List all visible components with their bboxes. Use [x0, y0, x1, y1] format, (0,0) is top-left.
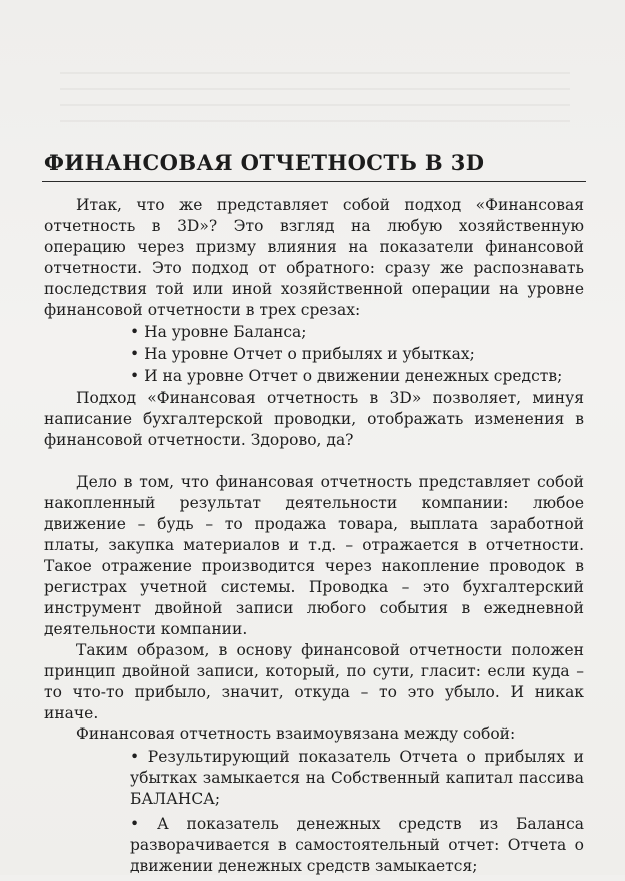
paragraph-interlinked: Финансовая отчетность взаимоувязана между собой: — [76, 725, 516, 743]
paragraph-accumulated-result: Дело в том, что финансовая отчетность представляет собой накопленный результат деятельности компании: любое движение – будь – то продажа товара, выплата заработной платы, закупка материалов и т.д. – отражается в отчетности. Такое отражение производится через накопление проводок в регистрах учетной системы. Проводка – это бухгалтерский инструмент двойной записи любого события в ежедневной деятельности компании. — [44, 473, 584, 638]
list-item-text: А показатель денежных средств из Баланса разворачивается в самостоятельный отчет: Отчета о движении денежных средств замыкается; — [130, 815, 584, 875]
links-list — [44, 747, 584, 877]
list-item — [130, 747, 584, 810]
title-underline — [42, 181, 586, 182]
list-item: • На уровне Баланса; — [130, 322, 584, 343]
list-item: • На уровне Отчет о прибылях и убытках; — [130, 344, 584, 365]
levels-list — [44, 322, 584, 387]
section-title: ФИНАНСОВАЯ ОТЧЕТНОСТЬ В 3D — [44, 150, 485, 175]
paragraph-intro: Итак, что же представляет собой подход «Финансовая отчетность в 3D»? Это взгляд на любую хозяйственную операцию через призму влияния на показатели финансовой отчетности. Это подход от обратного: сразу же распознавать последствия той или иной хозяйственной операции на уровне финансовой отчетности в трех срезах: — [44, 196, 584, 319]
list-item-text: Результирующий показатель Отчета о прибылях и убытках замыкается на Собственный капитал пассива БАЛАНСА; — [130, 748, 584, 808]
list-item: • И на уровне Отчет о движении денежных средств; — [130, 366, 584, 387]
paragraph-approach: Подход «Финансовая отчетность в 3D» позволяет, минуя написание бухгалтерской проводки, отображать изменения в финансовой отчетности. Здорово, да? — [44, 389, 584, 449]
list-item — [130, 814, 584, 877]
paragraph-double-entry: Таким образом, в основу финансовой отчетности положен принцип двойной записи, который, по сути, гласит: если куда – то что-то прибыло, значит, откуда – то это убыло. И никак иначе. — [44, 641, 584, 722]
page-body — [44, 195, 584, 881]
show-through-text — [60, 62, 570, 126]
